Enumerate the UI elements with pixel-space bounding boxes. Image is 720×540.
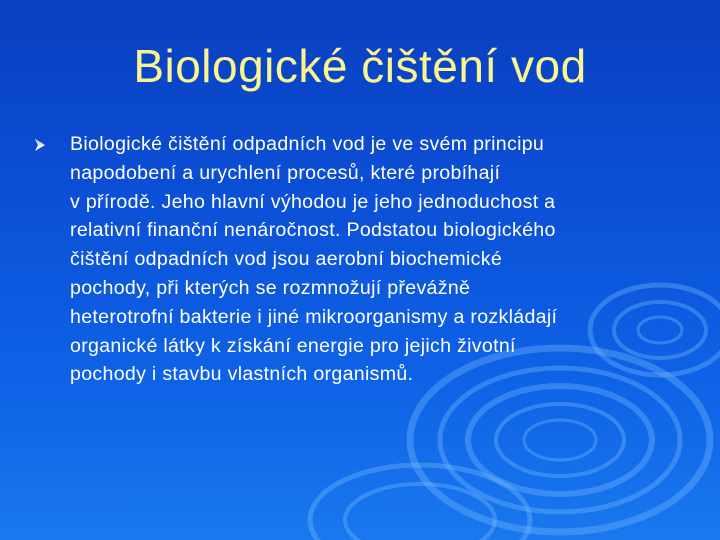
ripple-ring (524, 420, 596, 460)
paragraph-line: organické látky k získání energie pro jejich životní (70, 334, 516, 357)
paragraph-line: napodobení a urychlení procesů, které probíhají (70, 161, 501, 184)
paragraph-line: pochody i stavbu vlastních organismů. (70, 363, 414, 386)
ripple-ring (440, 368, 680, 512)
arrow-bullet-icon (33, 138, 47, 152)
ripple-ring (496, 404, 624, 476)
slide-title: Biologické čištění vod (133, 40, 587, 92)
paragraph-line: Biologické čištění odpadních vod je ve svém principu (70, 133, 545, 155)
paragraph-line: heterotrofní bakterie i jiné mikroorganismy a rozkládají (70, 305, 558, 328)
paragraph-line: relativní finanční nenáročnost. Podstatou biologického (70, 219, 556, 242)
paragraph-line: pochody, při kterých se rozmnožují převážně (70, 276, 471, 299)
paragraph-line: v přírodě. Jeho hlavní výhodou je jeho jednoduchost a (70, 190, 556, 213)
bullet-paragraph (70, 130, 685, 389)
paragraph-line: čištění odpadních vod jsou aerobní biochemické (70, 248, 503, 271)
